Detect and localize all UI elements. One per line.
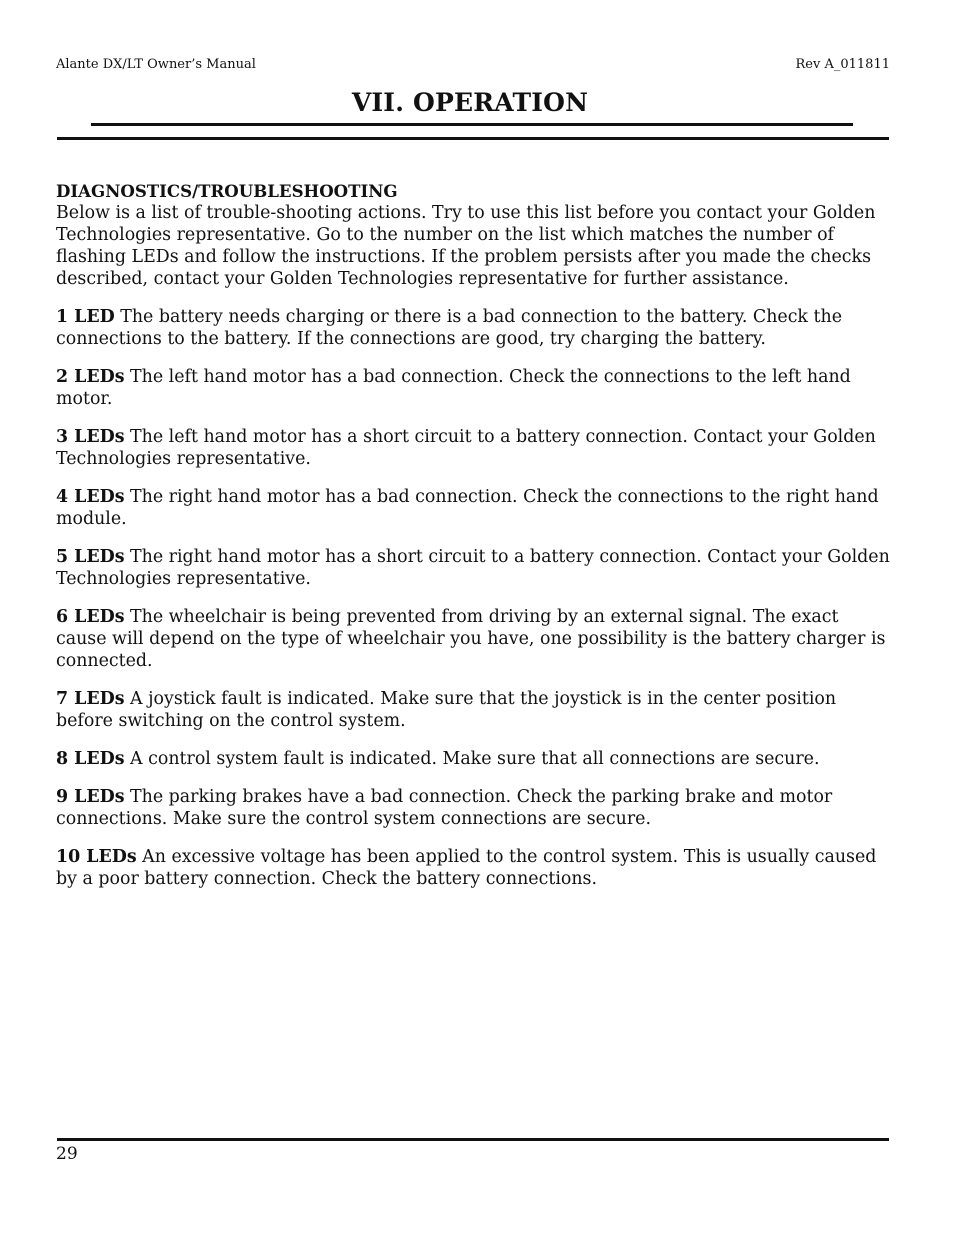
led-item (56, 366, 892, 410)
led-item (56, 546, 892, 590)
led-item (56, 486, 892, 530)
subheading: DIAGNOSTICS/TROUBLESHOOTING (56, 181, 398, 201)
led-item-label: 1 LED (56, 307, 115, 327)
page-number: 29 (56, 1144, 78, 1164)
led-item-label: 3 LEDs (56, 427, 125, 447)
led-item-label: 2 LEDs (56, 367, 125, 387)
led-item (56, 688, 892, 732)
led-item-text: The parking brakes have a bad connection. Check the parking brake and motor connections. Make sure the control system connections are secure. (56, 787, 833, 829)
led-item (56, 606, 892, 672)
led-item-text: A joystick fault is indicated. Make sure that the joystick is in the center position before switching on the control system. (56, 689, 837, 731)
led-item-label: 5 LEDs (56, 547, 125, 567)
led-item-text: The wheelchair is being prevented from driving by an external signal. The exact cause will depend on the type of wheelchair you have, one possibility is the battery charger is connected. (56, 607, 886, 671)
led-item-text: The right hand motor has a bad connection. Check the connections to the right hand module. (56, 487, 879, 529)
led-item-text: A control system fault is indicated. Make sure that all connections are secure. (124, 749, 820, 769)
document-body (56, 180, 892, 906)
header-manual-title: Alante DX/LT Owner’s Manual (56, 57, 256, 72)
led-item-text: The right hand motor has a short circuit to a battery connection. Contact your Golden Technologies representative. (56, 547, 890, 589)
led-item-label: 6 LEDs (56, 607, 125, 627)
footer-rule (57, 1138, 889, 1141)
led-item-text: The left hand motor has a bad connection. Check the connections to the left hand motor. (56, 367, 851, 409)
title-rule-lower (57, 137, 889, 140)
header-revision: Rev A_011811 (795, 57, 890, 72)
led-item-label: 8 LEDs (56, 749, 125, 769)
section-title: VII. OPERATION (351, 88, 589, 117)
led-item-text: The left hand motor has a short circuit to a battery connection. Contact your Golden Technologies representative. (56, 427, 876, 469)
led-item-text: The battery needs charging or there is a bad connection to the battery. Check the connections to the battery. If the connections are good, try charging the battery. (56, 307, 842, 349)
title-rule-upper (91, 123, 853, 126)
led-item-text: An excessive voltage has been applied to the control system. This is usually caused by a poor battery connection. Check the battery connections. (56, 847, 877, 889)
led-item (56, 306, 892, 350)
led-item-label: 9 LEDs (56, 787, 125, 807)
led-item (56, 748, 892, 770)
led-item (56, 846, 892, 890)
intro-paragraph: Below is a list of trouble-shooting actions. Try to use this list before you contact your Golden Technologies representative. Go to the number on the list which matches the number of flashing LEDs and follow the instructions. If the problem persists after you made the checks described, contact your Golden Technologies representative for further assistance. (56, 203, 876, 289)
led-item-label: 7 LEDs (56, 689, 125, 709)
led-item-label: 4 LEDs (56, 487, 125, 507)
led-item-label: 10 LEDs (56, 847, 137, 867)
led-item (56, 786, 892, 830)
led-item (56, 426, 892, 470)
